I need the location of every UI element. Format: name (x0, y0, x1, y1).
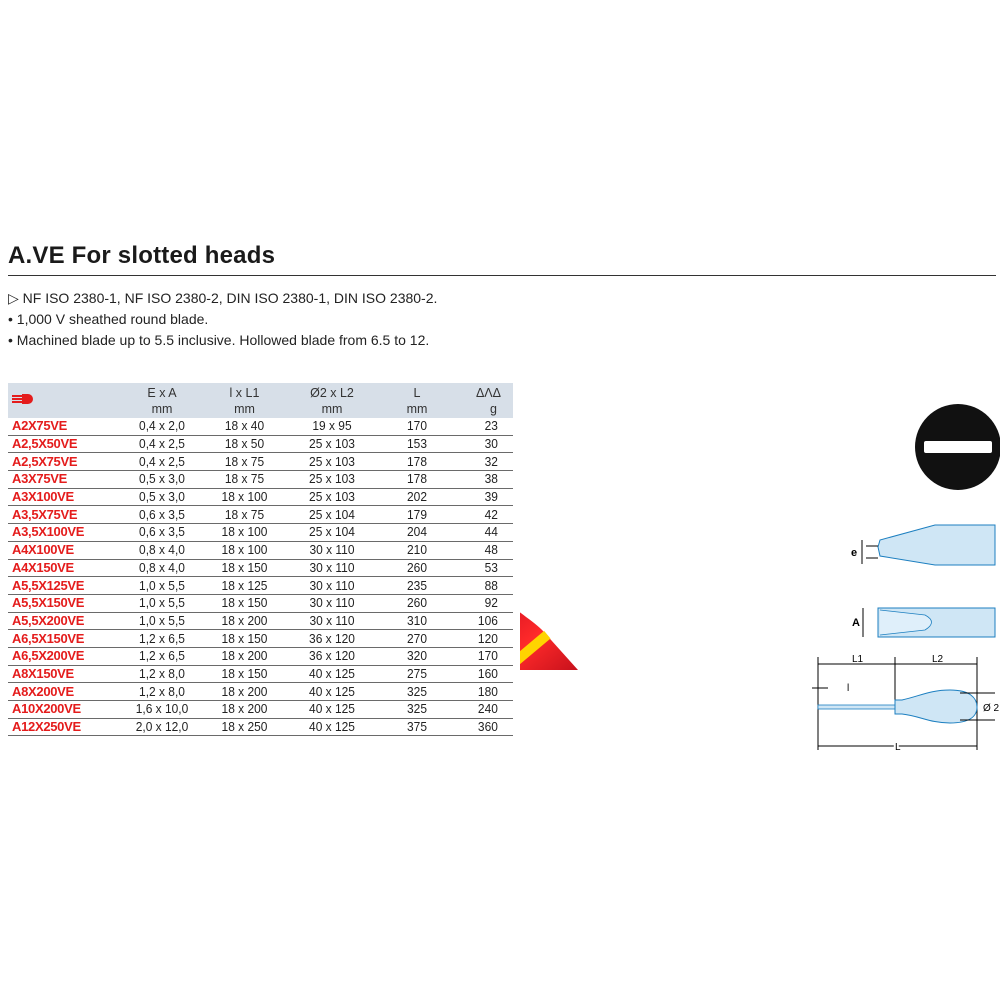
cell-exa: 0,4 x 2,5 (125, 453, 199, 471)
cell-lxl1: 18 x 100 (205, 488, 283, 506)
col-header-d2xl2: Ø2 x L2 mm (310, 386, 354, 416)
cell-reference: A2,5X50VE (8, 435, 122, 453)
cell-exa: 1,0 x 5,5 (125, 612, 199, 630)
svg-text:Ø 2: Ø 2 (983, 703, 1000, 714)
cell-d2xl2: 25 x 104 (291, 506, 374, 524)
cell-lxl1: 18 x 100 (205, 524, 283, 542)
cell-d2xl2: 30 x 110 (291, 577, 374, 595)
cell-d2xl2: 30 x 110 (291, 612, 374, 630)
cell-length: 310 (380, 612, 454, 630)
cell-reference: A8X200VE (8, 683, 122, 701)
cell-reference: A2X75VE (8, 418, 122, 435)
cell-lxl1: 18 x 200 (205, 647, 283, 665)
cell-d2xl2: 40 x 125 (291, 701, 374, 719)
cell-weight: 44 (459, 524, 511, 542)
cell-d2xl2: 40 x 125 (291, 665, 374, 683)
cell-weight: 88 (459, 577, 511, 595)
cell-exa: 1,2 x 8,0 (125, 665, 199, 683)
cell-length: 210 (380, 541, 454, 559)
svg-text:L2: L2 (932, 654, 944, 665)
table-row (8, 594, 513, 612)
cell-length: 320 (380, 647, 454, 665)
cell-d2xl2: 36 x 120 (291, 647, 374, 665)
cell-exa: 1,6 x 10,0 (125, 701, 199, 719)
table-row (8, 435, 513, 453)
cell-d2xl2: 40 x 125 (291, 718, 374, 736)
cell-lxl1: 18 x 150 (205, 630, 283, 648)
screwdriver-reference-icon (8, 383, 122, 418)
table-row (8, 683, 513, 701)
cell-weight: 106 (459, 612, 511, 630)
table-row (8, 665, 513, 683)
cell-length: 153 (380, 435, 454, 453)
svg-text:e: e (851, 547, 858, 559)
cell-exa: 0,4 x 2,5 (125, 435, 199, 453)
cell-reference: A3X100VE (8, 488, 122, 506)
specs-table (8, 383, 513, 736)
svg-text:A: A (852, 617, 860, 629)
cell-lxl1: 18 x 150 (205, 665, 283, 683)
cell-reference: A8X150VE (8, 665, 122, 683)
cell-length: 170 (380, 418, 454, 435)
cell-d2xl2: 19 x 95 (291, 418, 374, 435)
blade-thickness-diagram (851, 525, 995, 565)
svg-text:l: l (847, 683, 850, 694)
table-row (8, 488, 513, 506)
table-row (8, 541, 513, 559)
cell-weight: 120 (459, 630, 511, 648)
cell-d2xl2: 25 x 104 (291, 524, 374, 542)
cell-reference: A6,5X200VE (8, 647, 122, 665)
cell-exa: 2,0 x 12,0 (125, 718, 199, 736)
feature-list (8, 288, 437, 351)
cell-exa: 1,0 x 5,5 (125, 594, 199, 612)
cell-reference: A2,5X75VE (8, 453, 122, 471)
cell-lxl1: 18 x 75 (205, 471, 283, 489)
cell-reference: A3,5X75VE (8, 506, 122, 524)
cell-length: 202 (380, 488, 454, 506)
cell-d2xl2: 30 x 110 (291, 559, 374, 577)
table-row (8, 630, 513, 648)
cell-weight: 360 (459, 718, 511, 736)
cell-weight: 39 (459, 488, 511, 506)
slotted-head-icon (914, 403, 1000, 491)
cell-reference: A5,5X125VE (8, 577, 122, 595)
standards-line: ▷ NF ISO 2380-1, NF ISO 2380-2, DIN ISO 2380-1, DIN ISO 2380-2. (8, 290, 438, 306)
table-row (8, 471, 513, 489)
cell-weight: 30 (459, 435, 511, 453)
cell-length: 325 (380, 701, 454, 719)
cell-reference: A3,5X100VE (8, 524, 122, 542)
cell-exa: 0,6 x 3,5 (125, 506, 199, 524)
cell-exa: 1,0 x 5,5 (125, 577, 199, 595)
cell-exa: 0,5 x 3,0 (125, 471, 199, 489)
cell-reference: A12X250VE (8, 718, 122, 736)
col-header-lxl1: l x L1 mm (229, 386, 260, 416)
cell-d2xl2: 25 x 103 (291, 453, 374, 471)
cell-weight: 48 (459, 541, 511, 559)
cell-length: 375 (380, 718, 454, 736)
table-row (8, 612, 513, 630)
cell-weight: 92 (459, 594, 511, 612)
cell-d2xl2: 30 x 110 (291, 541, 374, 559)
cell-length: 270 (380, 630, 454, 648)
cell-lxl1: 18 x 100 (205, 541, 283, 559)
col-header-weight: ΔΛΔ g (475, 386, 501, 416)
cell-length: 178 (380, 471, 454, 489)
cell-weight: 180 (459, 683, 511, 701)
cell-length: 179 (380, 506, 454, 524)
table-row (8, 418, 513, 435)
cell-weight: 240 (459, 701, 511, 719)
cell-length: 204 (380, 524, 454, 542)
cell-length: 260 (380, 559, 454, 577)
cell-weight: 23 (459, 418, 511, 435)
cell-d2xl2: 40 x 125 (291, 683, 374, 701)
cell-lxl1: 18 x 200 (205, 683, 283, 701)
cell-weight: 53 (459, 559, 511, 577)
cell-exa: 1,2 x 8,0 (125, 683, 199, 701)
cell-weight: 170 (459, 647, 511, 665)
feature-item: • 1,000 V sheathed round blade. (8, 311, 209, 327)
table-row (8, 559, 513, 577)
cell-d2xl2: 25 x 103 (291, 435, 374, 453)
cell-reference: A4X150VE (8, 559, 122, 577)
cell-reference: A3X75VE (8, 471, 122, 489)
cell-reference: A4X100VE (8, 541, 122, 559)
cell-lxl1: 18 x 150 (205, 559, 283, 577)
cell-length: 275 (380, 665, 454, 683)
cell-lxl1: 18 x 200 (205, 701, 283, 719)
cell-exa: 1,2 x 6,5 (125, 647, 199, 665)
cell-exa: 0,4 x 2,0 (125, 418, 199, 435)
col-header-l: L mm (406, 386, 428, 416)
dimension-diagram (800, 520, 1000, 760)
col-header-exa: E x A mm (147, 386, 177, 416)
blade-width-diagram (852, 608, 995, 637)
table-row (8, 701, 513, 719)
table-row (8, 718, 513, 736)
svg-text:L1: L1 (852, 654, 864, 665)
table-row (8, 647, 513, 665)
cell-reference: A10X200VE (8, 701, 122, 719)
cell-lxl1: 18 x 150 (205, 594, 283, 612)
cell-lxl1: 18 x 75 (205, 506, 283, 524)
cell-lxl1: 18 x 50 (205, 435, 283, 453)
cell-d2xl2: 30 x 110 (291, 594, 374, 612)
cell-exa: 0,5 x 3,0 (125, 488, 199, 506)
table-row (8, 506, 513, 524)
table-row (8, 453, 513, 471)
cell-lxl1: 18 x 250 (205, 718, 283, 736)
table-row (8, 524, 513, 542)
cell-length: 235 (380, 577, 454, 595)
svg-text:L: L (895, 742, 901, 753)
cell-reference: A6,5X150VE (8, 630, 122, 648)
cell-lxl1: 18 x 75 (205, 453, 283, 471)
cell-reference: A5,5X200VE (8, 612, 122, 630)
table-row (8, 577, 513, 595)
cell-weight: 160 (459, 665, 511, 683)
cell-weight: 32 (459, 453, 511, 471)
cell-length: 260 (380, 594, 454, 612)
cell-length: 325 (380, 683, 454, 701)
page-title: A.VE For slotted heads (8, 242, 276, 269)
cell-lxl1: 18 x 125 (205, 577, 283, 595)
cell-weight: 42 (459, 506, 511, 524)
cell-exa: 0,8 x 4,0 (125, 559, 199, 577)
cell-exa: 0,6 x 3,5 (125, 524, 199, 542)
cell-d2xl2: 25 x 103 (291, 488, 374, 506)
cell-lxl1: 18 x 40 (205, 418, 283, 435)
cell-d2xl2: 25 x 103 (291, 471, 374, 489)
cell-lxl1: 18 x 200 (205, 612, 283, 630)
length-diagram (812, 654, 1000, 753)
table-header (8, 383, 513, 418)
cell-exa: 0,8 x 4,0 (125, 541, 199, 559)
cell-exa: 1,2 x 6,5 (125, 630, 199, 648)
cell-length: 178 (380, 453, 454, 471)
cell-weight: 38 (459, 471, 511, 489)
feature-item: • Machined blade up to 5.5 inclusive. Hollowed blade from 6.5 to 12. (8, 332, 430, 348)
cell-d2xl2: 36 x 120 (291, 630, 374, 648)
cell-reference: A5,5X150VE (8, 594, 122, 612)
